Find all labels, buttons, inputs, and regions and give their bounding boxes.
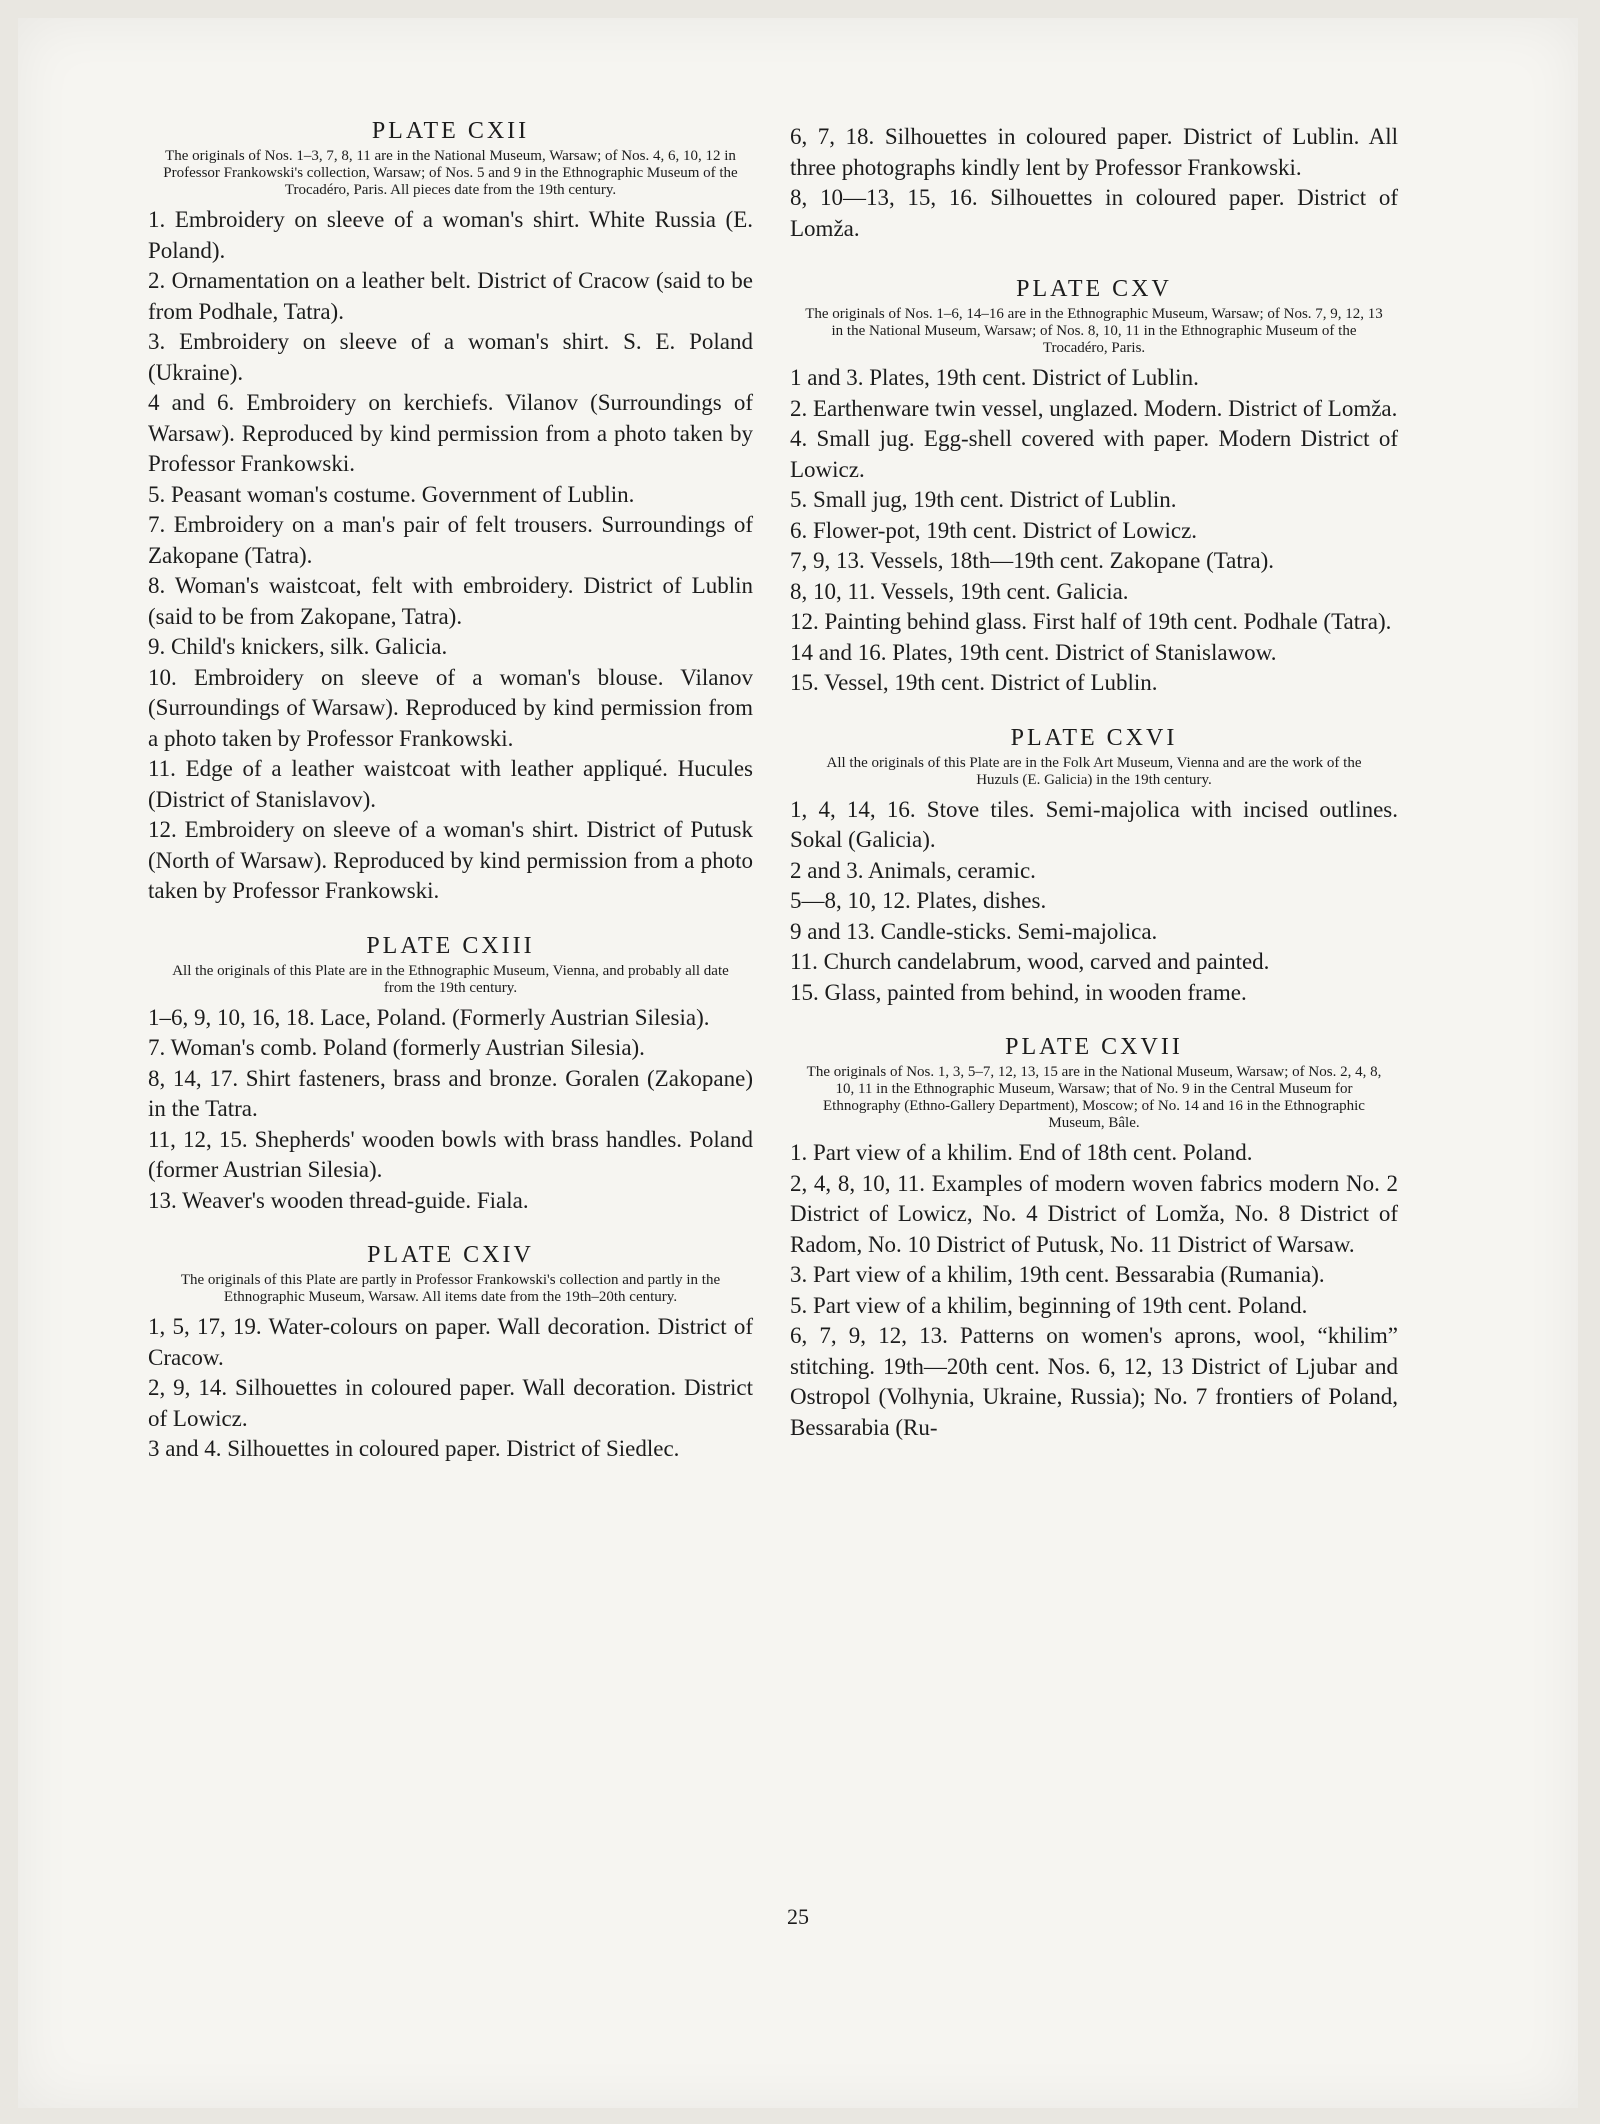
plate-title: PLATE CXIII [366,932,535,959]
plate-entry: 13. Weaver's wooden thread-guide. Fiala. [148,1187,529,1213]
plate-entry: 1, 5, 17, 19. Water-colours on paper. Wall decoration. District of Cracow. [148,1314,753,1370]
right-column [790,122,1398,1469]
plate-entry: 1. Embroidery on sleeve of a woman's shirt. White Russia (E. Poland). [148,207,753,263]
plate-entry: 4 and 6. Embroidery on kerchiefs. Vilanov (Surroundings of Warsaw). Reproduced by kind permission from a photo taken by Professor Frankowski. [148,390,753,476]
plate-section [790,1034,1398,1443]
plate-entry: 10. Embroidery on sleeve of a woman's blouse. Vilanov (Surroundings of Warsaw). Reproduced by kind permission from a photo taken by Professor Frankowski. [148,664,753,751]
plate-title: PLATE CXIV [367,1242,534,1268]
plate-entry: 14 and 16. Plates, 19th cent. District of Stanislawow. [790,639,1277,665]
plate-note: The originals of Nos. 1–3, 7, 8, 11 are in the National Museum, Warsaw; of Nos. 4, 6, 10, 12 in Professor Frankowski's collection, Warsaw; of Nos. 5 and 9 in the Ethnographic Museum of the Trocadéro, Paris. All pieces date from the 19th century. [163,148,738,198]
plate-entry: 1 and 3. Plates, 19th cent. District of Lublin. [790,365,1199,390]
plate-entry: 8, 10—13, 15, 16. Silhouettes in coloured paper. District of Lomža. [790,185,1398,241]
plate-entry: 9 and 13. Candle-sticks. Semi-majolica. [790,918,1158,944]
plate-entry: 6, 7, 18. Silhouettes in coloured paper. District of Lublin. All three photographs kindly lent by Professor Frankowski. [790,124,1398,180]
plate-entry: 5—8, 10, 12. Plates, dishes. [790,888,1047,913]
plate-title: PLATE CXII [371,118,530,144]
plate-entry: 7, 9, 13. Vessels, 18th—19th cent. Zakopane (Tatra). [790,548,1275,573]
plate-title: PLATE CXVI [1010,724,1178,751]
plate-note: All the originals of this Plate are in the Ethnographic Museum, Vienna, and probably all date from the 19th century. [172,962,729,996]
plate-entry: 2, 4, 8, 10, 11. Examples of modern woven fabrics modern No. 2 District of Lowicz, No. 4 District of Lomža, No. 8 District of Radom, No. 10 District of Putusk, No. 11 District of Warsaw. [790,1170,1398,1257]
plate-entry: 2. Earthenware twin vessel, unglazed. Modern. District of Lomža. [790,395,1398,421]
plate-note: The originals of Nos. 1, 3, 5–7, 12, 13, 15 are in the National Museum, Warsaw; of Nos. 2, 4, 8, 10, 11 in the Ethnographic Museum, Warsaw; that of No. 9 in the Central Museum for Ethnography (Ethno-Gallery Department), Moscow; of No. 14 and 16 in the Ethnographic Museum, Bâle. [806,1064,1382,1131]
plate-entry: 3 and 4. Silhouettes in coloured paper. District of Siedlec. [148,1436,680,1461]
plate-entry: 3. Part view of a khilim, 19th cent. Bessarabia (Rumania). [790,1262,1325,1287]
plate-entry: 15. Glass, painted from behind, in wooden frame. [790,979,1247,1005]
plate-title: PLATE CXVII [1005,1034,1183,1060]
plate-entry: 11. Church candelabrum, wood, carved and painted. [790,949,1270,974]
plate-section [148,118,753,907]
plate-section [148,1242,753,1465]
plate-entry: 2, 9, 14. Silhouettes in coloured paper. Wall decoration. District of Lowicz. [148,1375,753,1431]
plate-entry: 12. Painting behind glass. First half of 19th cent. Podhale (Tatra). [790,609,1392,634]
plate-entry: 2 and 3. Animals, ceramic. [790,857,1036,883]
plate-note: The originals of this Plate are partly in Professor Frankowski's collection and partly in the Ethnographic Museum, Warsaw. All items date from the 19th–20th century. [180,1272,721,1305]
plate-entry: 5. Small jug, 19th cent. District of Lublin. [790,487,1177,512]
plate-entry: 1–6, 9, 10, 16, 18. Lace, Poland. (Formerly Austrian Silesia). [148,1004,710,1030]
plate-section [790,725,1398,1009]
plate-entry: 6, 7, 9, 12, 13. Patterns on women's aprons, wool, “khilim” stitching. 19th—20th cent. Nos. 6, 12, 13 District of Ljubar and Ostropol (Volhynia, Ukraine, Russia); No. 7 frontiers of Poland, Bessarabia (Ru- [790,1323,1398,1440]
plate-entry: 7. Embroidery on a man's pair of felt trousers. Surroundings of Zakopane (Tatra). [148,512,753,568]
plate-entry: 2. Ornamentation on a leather belt. District of Cracow (said to be from Podhale, Tatra). [148,268,753,324]
book-page [18,18,1578,2108]
plate-entry: 6. Flower-pot, 19th cent. District of Lowicz. [790,517,1198,543]
page-number: 25 [787,1904,809,1929]
plate-entry: 5. Peasant woman's costume. Government of Lublin. [148,481,635,507]
plate-note: The originals of Nos. 1–6, 14–16 are in the Ethnographic Museum, Warsaw; of Nos. 7, 9, 12, 13 in the National Museum, Warsaw; of Nos. 8, 10, 11 in the Ethnographic Museum of the Trocadéro, Paris. [805,306,1383,356]
plate-title: PLATE CXV [1016,276,1172,302]
plate-entry: 11. Edge of a leather waistcoat with leather appliqué. Hucules (District of Stanislavov). [148,756,753,812]
plate-entry: 1. Part view of a khilim. End of 18th cent. Poland. [790,1140,1253,1165]
plate-note: All the originals of this Plate are in the Folk Art Museum, Vienna and are the work of the Huzuls (E. Galicia) in the 19th century. [826,754,1362,788]
plate-entry: 8, 10, 11. Vessels, 19th cent. Galicia. [790,578,1129,604]
plate-entry: 8, 14, 17. Shirt fasteners, brass and bronze. Goralen (Zakopane) in the Tatra. [148,1065,753,1121]
continuation-entries [790,122,1398,244]
plate-section [790,276,1398,699]
plate-entry: 9. Child's knickers, silk. Galicia. [148,634,448,659]
plate-entry: 4. Small jug. Egg-shell covered with paper. Modern District of Lowicz. [790,426,1398,482]
plate-entry: 1, 4, 14, 16. Stove tiles. Semi-majolica with incised outlines. Sokal (Galicia). [790,796,1398,852]
left-column [148,118,753,1491]
plate-section [148,933,753,1217]
plate-entry: 8. Woman's waistcoat, felt with embroidery. District of Lublin (said to be from Zakopane, Tatra). [148,573,753,629]
plate-entry: 12. Embroidery on sleeve of a woman's shirt. District of Putusk (North of Warsaw). Reproduced by kind permission from a photo taken by Professor Frankowski. [148,817,753,903]
plate-entry: 3. Embroidery on sleeve of a woman's shirt. S. E. Poland (Ukraine). [148,329,753,385]
plate-entry: 11, 12, 15. Shepherds' wooden bowls with brass handles. Poland (former Austrian Silesia). [148,1126,753,1182]
plate-entry: 7. Woman's comb. Poland (formerly Austrian Silesia). [148,1035,645,1060]
plate-entry: 15. Vessel, 19th cent. District of Lublin. [790,670,1158,695]
plate-entry: 5. Part view of a khilim, beginning of 19th cent. Poland. [790,1292,1308,1318]
